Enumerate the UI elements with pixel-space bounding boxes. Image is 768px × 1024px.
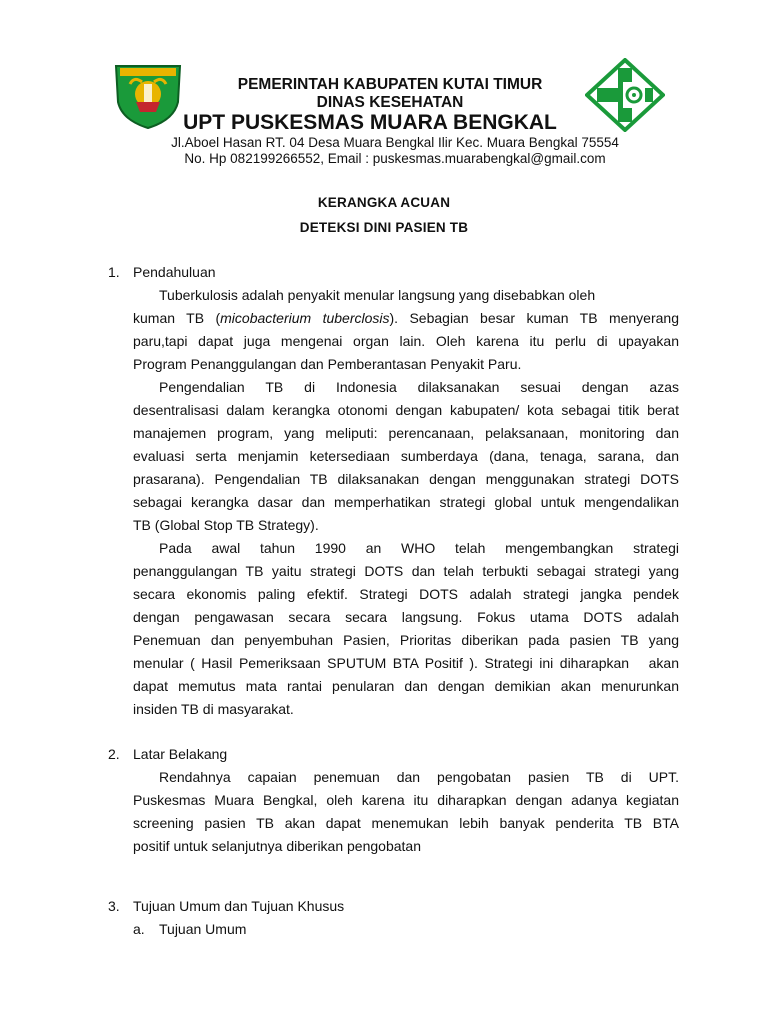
paragraph-line: Penemuan dan penyembuhan Pasien, Prioritas diberikan pada pasien TB yang bbox=[133, 632, 679, 648]
paragraph-line: evaluasi serta menjamin ketersediaan sumberdaya (dana, tenaga, sarana, dan bbox=[133, 448, 679, 464]
section-1-heading: Pendahuluan bbox=[133, 264, 216, 280]
paragraph-line: Pengendalian TB di Indonesia dilaksanakan sesuai dengan azas bbox=[159, 379, 679, 395]
letterhead-address: Jl.Aboel Hasan RT. 04 Desa Muara Bengkal Ilir Kec. Muara Bengkal 75554 bbox=[171, 135, 619, 150]
paragraph-line: Puskesmas Muara Bengkal, oleh karena itu diharapkan dengan adanya kegiatan bbox=[133, 792, 679, 808]
section-3-heading: Tujuan Umum dan Tujuan Khusus bbox=[133, 898, 345, 914]
paragraph-line: manajemen program, yang meliputi: perencanaan, pelaksanaan, monitoring dan bbox=[133, 425, 679, 441]
subsection-letter: a. bbox=[133, 921, 145, 937]
document-title: KERANGKA ACUAN bbox=[317, 195, 451, 210]
paragraph-line: insiden TB di masyarakat. bbox=[133, 701, 294, 717]
letterhead-contact: No. Hp 082199266552, Email : puskesmas.muarabengkal@gmail.com bbox=[184, 151, 606, 166]
paragraph-line: TB (Global Stop TB Strategy). bbox=[133, 517, 319, 533]
document-subtitle: DETEKSI DINI PASIEN TB bbox=[299, 220, 469, 235]
section-1-number: 1. bbox=[108, 264, 120, 280]
paragraph-line: menular ( Hasil Pemeriksaan SPUTUM BTA Positif ). Strategi ini diharapkan akan bbox=[133, 655, 679, 671]
letterhead-government: PEMERINTAH KABUPATEN KUTAI TIMUR bbox=[237, 76, 543, 93]
paragraph-line: sebagai kerangka dasar dan memperhatikan strategi global untuk mengendalikan bbox=[133, 494, 679, 510]
letterhead-text bbox=[190, 76, 590, 112]
paragraph-line: paru,tapi dapat juga mengenai organ lain. Oleh karena itu perlu di upayakan bbox=[133, 333, 679, 349]
paragraph-line: Pada awal tahun 1990 an WHO telah mengembangkan strategi bbox=[159, 540, 679, 556]
section-2-number: 2. bbox=[108, 746, 120, 762]
paragraph-line: dapat memutus mata rantai penularan dan dengan demikian akan menurunkan bbox=[133, 678, 679, 694]
letterhead-department: DINAS KESEHATAN bbox=[316, 94, 464, 111]
section-3-number: 3. bbox=[108, 898, 120, 914]
puskesmas-logo bbox=[585, 58, 665, 132]
paragraph-line: kuman TB (micobacterium tuberclosis). Sebagian besar kuman TB menyerang bbox=[133, 310, 679, 326]
paragraph-line: prasarana). Pengendalian TB dilaksanakan dengan menggunakan strategi DOTS bbox=[133, 471, 679, 487]
paragraph-line: Tuberkulosis adalah penyakit menular langsung yang disebabkan oleh bbox=[159, 287, 596, 303]
paragraph-line: Rendahnya capaian penemuan dan pengobatan pasien TB di UPT. bbox=[159, 769, 679, 785]
paragraph-line: screening pasien TB akan dapat menemukan lebih banyak penderita TB BTA bbox=[133, 815, 679, 831]
section-2-heading: Latar Belakang bbox=[133, 746, 228, 762]
letterhead-institution: UPT PUSKESMAS MUARA BENGKAL bbox=[183, 111, 557, 134]
italic-latin-name: micobacterium tuberclosis bbox=[220, 310, 390, 326]
subsection-heading: Tujuan Umum bbox=[159, 921, 247, 937]
paragraph-line: penanggulangan TB yaitu strategi DOTS dan telah terbukti sebagai strategi yang bbox=[133, 563, 679, 579]
paragraph-line: positif untuk selanjutnya diberikan pengobatan bbox=[133, 838, 421, 854]
paragraph-line: desentralisasi dalam kerangka otonomi dengan kabupaten/ kota sebagai titik berat bbox=[133, 402, 679, 418]
paragraph-line: Program Penanggulangan dan Pemberantasan Penyakit Paru. bbox=[133, 356, 522, 372]
paragraph-line: dengan pengawasan secara secara langsung. Fokus utama DOTS adalah bbox=[133, 609, 679, 625]
paragraph-line: secara ekonomis paling efektif. Strategi DOTS adalah strategi jangka pendek bbox=[133, 586, 679, 602]
